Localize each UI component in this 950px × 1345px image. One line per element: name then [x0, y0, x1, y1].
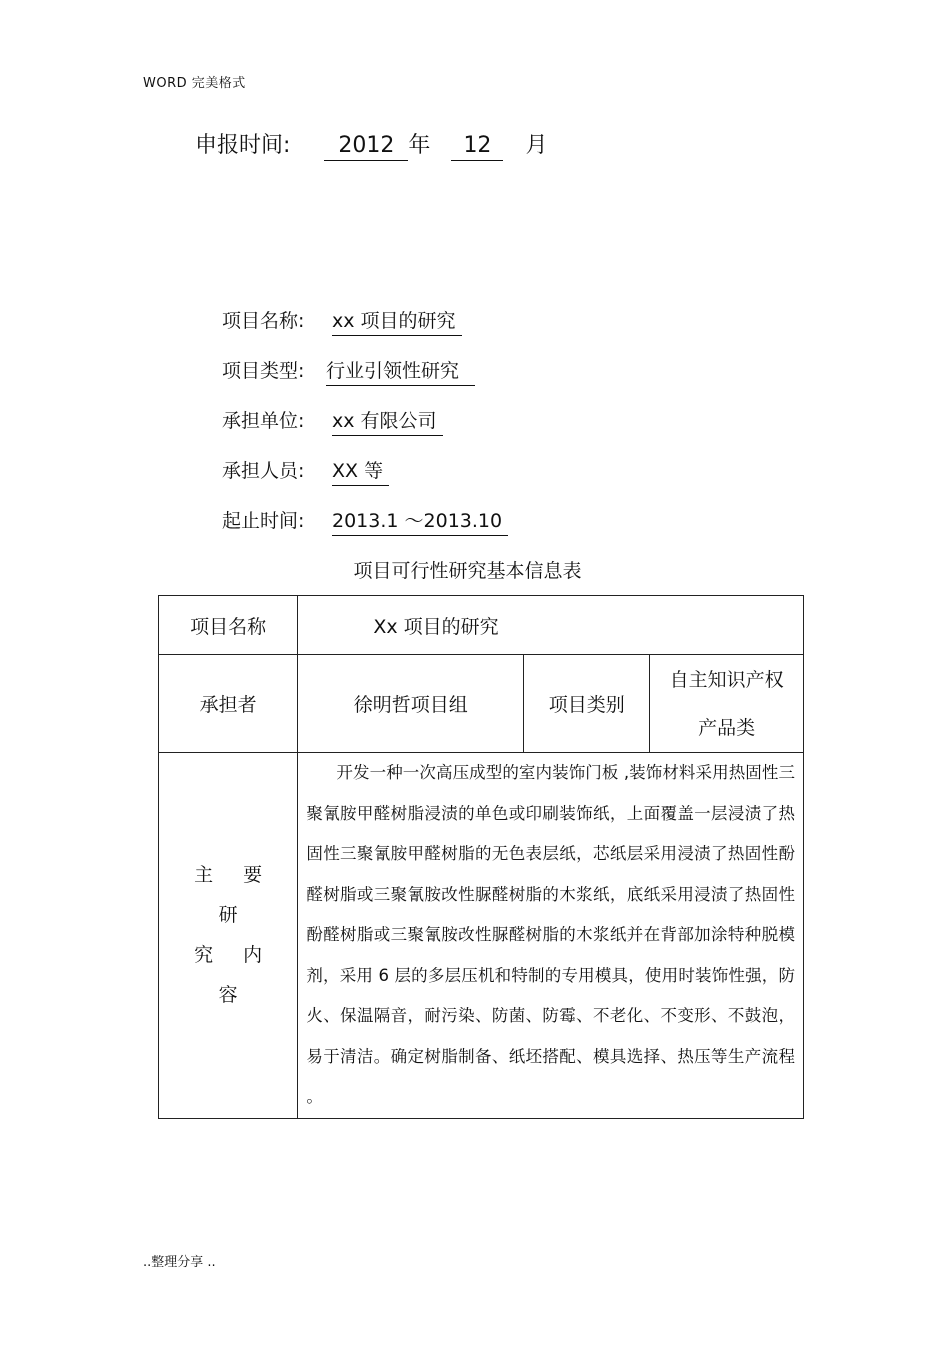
category-value-line: 产品类 — [698, 716, 756, 739]
info-row-unit — [222, 407, 443, 436]
info-value: XX 等 — [332, 457, 389, 486]
declaration-label: 申报时间: — [195, 133, 291, 158]
info-label: 项目名称: — [222, 310, 305, 332]
undertaker-value-cell: 徐明哲项目组 — [298, 655, 524, 753]
content-text-cell — [298, 753, 804, 1119]
table-row — [159, 753, 804, 1119]
category-label-cell: 项目类别 — [524, 655, 650, 753]
category-value-line: 自主知识产权 — [669, 668, 784, 691]
name-label-cell: 项目名称 — [159, 596, 298, 655]
declaration-date — [195, 128, 547, 161]
info-label: 起止时间: — [222, 510, 305, 532]
declaration-year: 2012 — [324, 132, 408, 161]
name-value-cell: Xx 项目的研究 — [298, 596, 804, 655]
info-row-project-name — [222, 307, 462, 336]
content-label-cell — [159, 753, 298, 1119]
info-row-period — [222, 507, 508, 536]
table-row — [159, 655, 804, 753]
info-value: 行业引领性研究 — [326, 357, 475, 386]
page-footer: ..整理分享 .. — [143, 1255, 216, 1270]
table-title: 项目可行性研究基本信息表 — [353, 560, 582, 582]
declaration-year-unit: 年 — [408, 133, 431, 158]
content-text: 开发一种一次高压成型的室内装饰门板 ,装饰材料采用热固性三聚氰胺甲醛树脂浸渍的单色或印刷装饰纸，上面覆盖一层浸渍了热固性三聚氰胺甲醛树脂的无色表层纸，芯纸层采用浸渍了热固性酚醛树脂或三聚氰胺改性脲醛树脂的木浆纸，底纸采用浸渍了热固性酚醛树脂或三聚氰胺改性脲醛树脂的木浆纸并在背部加涂特种脱模剂，采用 6 层的多层压机和特制的专用模具，使用时装饰性强，防火、保温隔音，耐污染、防菌、防霉、不老化、不变形、不鼓泡，易于清洁。确定树脂制备、纸坯搭配、模具选择、热压等生产流程 。 — [306, 763, 795, 1106]
category-value-cell — [650, 655, 804, 753]
info-label: 承担单位: — [222, 410, 305, 432]
undertaker-label-cell: 承担者 — [159, 655, 298, 753]
content-label-line: 究 内 容 — [194, 944, 275, 1007]
declaration-month-unit: 月 — [525, 133, 548, 158]
declaration-month: 12 — [451, 132, 503, 161]
info-label: 承担人员: — [222, 460, 305, 482]
info-value: 2013.1 ～2013.10 — [332, 507, 508, 536]
info-row-project-type — [222, 357, 475, 386]
info-value: xx 有限公司 — [332, 407, 443, 436]
info-label: 项目类型: — [222, 360, 305, 382]
page-header: WORD 完美格式 — [143, 76, 246, 91]
content-label-line: 主 要 研 — [194, 864, 275, 927]
info-row-personnel — [222, 457, 389, 486]
info-value: xx 项目的研究 — [332, 307, 462, 336]
feasibility-info-table — [158, 595, 804, 1119]
table-row — [159, 596, 804, 655]
